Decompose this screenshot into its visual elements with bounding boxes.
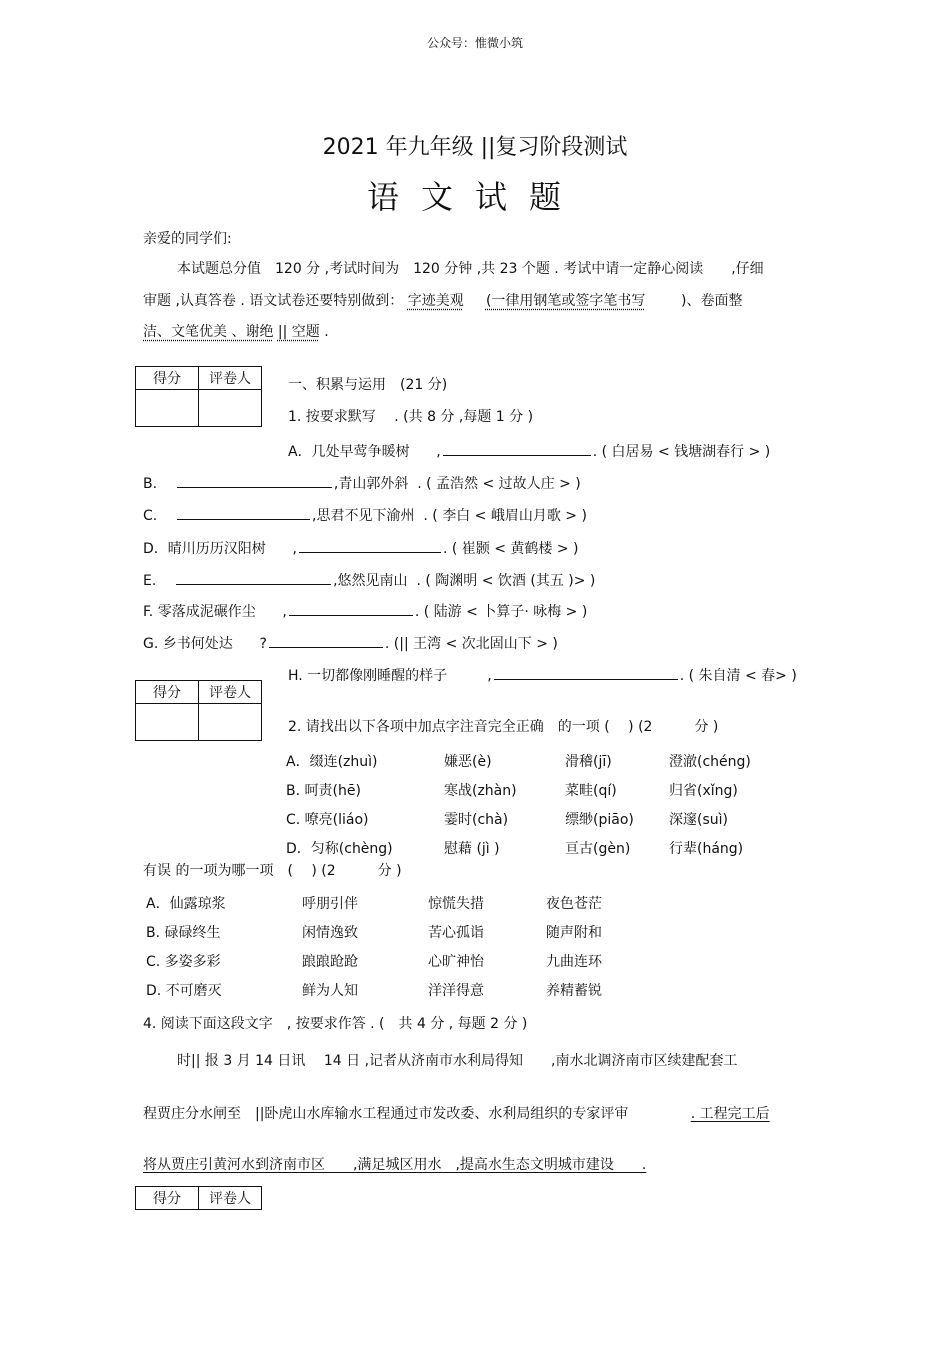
item-text: ,悠然见南山 [333, 573, 408, 589]
answer-blank[interactable] [269, 633, 383, 648]
passage-line: 时|| 报 3 月 14 日讯 14 日 ,记者从济南市水利局得知 ,南水北调济南市区续建配套工 [177, 1053, 738, 1069]
item-label: E. [143, 573, 157, 589]
option-cell: 随声附和 [546, 925, 602, 941]
grader-label: 评卷人 [199, 367, 262, 390]
passage-text: 程贾庄分水闸至 ||卧虎山水库输水工程通过市发改委、水利局组织的专家评审 [143, 1106, 629, 1122]
dictation-item [143, 633, 558, 653]
item-source: . (|| 王湾 < 次北固山下 > ) [384, 636, 558, 652]
intro-emphasis: || 空题 [277, 324, 320, 340]
option-cell: 洋洋得意 [428, 983, 484, 999]
option-cell: D．匀称(chèng) [286, 841, 393, 857]
intro-text: . [324, 324, 329, 340]
answer-blank[interactable] [299, 538, 441, 553]
score-label: 得分 [136, 1187, 199, 1210]
dictation-item [143, 505, 587, 525]
option-cell: C. 嘹亮(liáo) [286, 812, 369, 828]
answer-blank[interactable] [176, 570, 331, 585]
option-cell: 心旷神怡 [428, 954, 484, 970]
answer-blank[interactable] [177, 473, 332, 488]
option-cell: B. 呵责(hē) [286, 783, 361, 799]
answer-blank[interactable] [289, 601, 413, 616]
option-cell: 霎时(chà) [444, 812, 509, 828]
grader-cell[interactable] [199, 390, 262, 427]
option-cell: 亘古(gèn) [565, 841, 631, 857]
subject-title: 语文试题 [366, 178, 583, 216]
option-cell: D. 不可磨灭 [146, 983, 222, 999]
item-source: . ( 陆游 < 卜算子· 咏梅 > ) [414, 604, 588, 620]
question-title: 1. 按要求默写 . (共 8 分 ,每题 1 分 ) [288, 409, 534, 425]
item-label: G. 乡书何处达 [143, 636, 233, 652]
option-cell: 嫌恶(è) [444, 754, 492, 770]
item-sep: ? [259, 636, 267, 652]
option-cell: 缥缈(piāo) [565, 812, 634, 828]
score-box [135, 366, 262, 427]
dictation-item [143, 473, 581, 493]
option-cell: A．仙露琼浆 [146, 896, 226, 912]
score-label: 得分 [136, 367, 199, 390]
exam-title: 2021 年九年级 ||复习阶段测试 [322, 135, 628, 160]
item-label: B. [143, 476, 158, 492]
dictation-item [288, 665, 797, 685]
answer-blank[interactable] [443, 441, 591, 456]
score-cell[interactable] [136, 704, 199, 741]
dictation-item [288, 441, 770, 461]
item-source: . ( 陶渊明 < 饮酒 (其五 )> ) [416, 573, 596, 589]
score-box [135, 680, 262, 741]
item-text: ,思君不见下渝州 [312, 508, 415, 524]
item-source: . ( 白居易 < 钱塘湖春行 > ) [592, 444, 771, 460]
grader-label: 评卷人 [199, 681, 262, 704]
item-source: . ( 朱自清 < 春> ) [679, 668, 797, 684]
option-cell: 澄澈(chéng) [669, 754, 751, 770]
score-box [135, 1186, 262, 1210]
option-cell: 夜色苍茫 [546, 896, 602, 912]
option-cell: A．缀连(zhuì) [286, 754, 378, 770]
option-cell: 九曲连环 [546, 954, 602, 970]
section-title: 一、积累与运用 (21 分) [288, 377, 448, 393]
intro-emphasis: 字迹美观 [407, 293, 464, 309]
option-cell: 深邃(suì) [669, 812, 728, 828]
item-label: F. 零落成泥碾作尘 [143, 604, 256, 620]
item-text: ,青山郭外斜 [333, 476, 409, 492]
item-label: A．几处早莺争暖树 [288, 444, 410, 460]
intro-emphasis: (一律用钢笔或签字笔书写 [485, 293, 646, 309]
option-cell: 滑稽(jī) [565, 754, 612, 770]
passage-line [143, 1103, 770, 1123]
item-source: . ( 孟浩然 < 过故人庄 > ) [417, 476, 581, 492]
passage-underlined: . 工程完工后 [690, 1106, 770, 1122]
question-title: 有误 的一项为哪一项 ( ) (2 分 ) [143, 863, 402, 879]
option-cell: C. 多姿多彩 [146, 954, 221, 970]
intro-line-3 [143, 321, 329, 341]
score-label: 得分 [136, 681, 199, 704]
option-cell: 闲情逸致 [302, 925, 358, 941]
item-source: . ( 李白 < 峨眉山月歌 > ) [423, 508, 587, 524]
dictation-item [143, 538, 578, 558]
score-cell[interactable] [136, 390, 199, 427]
header-watermark: 公众号：惟微小筑 [426, 36, 523, 50]
grader-label: 评卷人 [199, 1187, 262, 1210]
option-cell: 养精蓄锐 [546, 983, 602, 999]
question-title: 4. 阅读下面这段文字 , 按要求作答 . ( 共 4 分 , 每题 2 分 ) [143, 1016, 528, 1032]
passage-underlined: 将从贾庄引黄河水到济南市区 ,满足城区用水 ,提高水生态文明城市建设 . [143, 1157, 647, 1173]
option-cell: 寒战(zhàn) [444, 783, 517, 799]
option-cell: 踉踉跄跄 [302, 954, 358, 970]
dictation-item [143, 570, 595, 590]
grader-cell[interactable] [199, 704, 262, 741]
option-cell: 惊慌失措 [428, 896, 484, 912]
item-label: H. 一切都像刚睡醒的样子 [288, 668, 448, 684]
option-cell: 行辈(háng) [669, 841, 744, 857]
answer-blank[interactable] [494, 665, 678, 680]
intro-text: )、卷面整 [681, 293, 743, 309]
item-label: D．晴川历历汉阳树 [143, 541, 266, 557]
question-title: 2. 请找出以下各项中加点字注音完全正确 的一项 ( ) (2 分 ) [288, 719, 719, 735]
option-cell: 呼朋引伴 [302, 896, 358, 912]
greeting: 亲爱的同学们: [143, 231, 232, 247]
option-cell: 鲜为人知 [302, 983, 358, 999]
item-sep: , [487, 668, 492, 684]
item-label: C. [143, 508, 158, 524]
option-cell: 菜畦(qí) [565, 783, 617, 799]
answer-blank[interactable] [177, 505, 310, 520]
option-cell: 慰藉 (jì ) [444, 841, 500, 857]
item-sep: , [292, 541, 297, 557]
item-source: . ( 崔颢 < 黄鹤楼 > ) [442, 541, 579, 557]
intro-emphasis: 洁、文笔优美 、谢绝 [143, 324, 274, 340]
intro-text: 审题 ,认真答卷 . 语文试卷还要特别做到： [143, 293, 404, 309]
option-cell: 苦心孤诣 [428, 925, 484, 941]
option-cell: 归省(xǐng) [669, 783, 738, 799]
option-cell: B. 碌碌终生 [146, 925, 221, 941]
item-sep: , [436, 444, 441, 460]
item-sep: , [282, 604, 287, 620]
intro-line-2 [143, 290, 743, 310]
dictation-item [143, 601, 587, 621]
intro-line-1: 本试题总分值 120 分 ,考试时间为 120 分钟 ,共 23 个题 . 考试中请一定静心阅读 ,仔细 [177, 261, 764, 277]
